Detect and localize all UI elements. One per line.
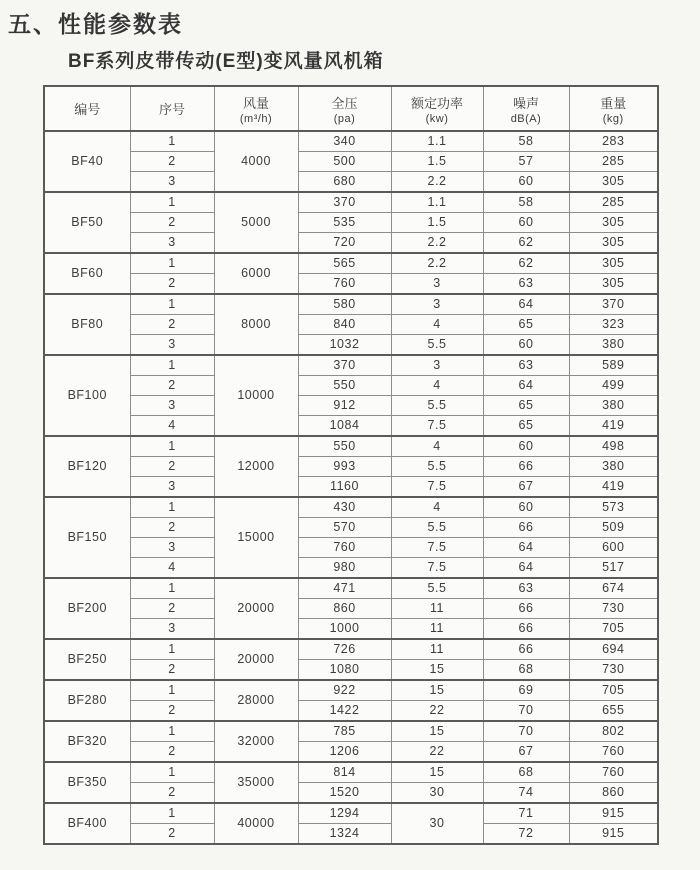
- seq-cell: 3: [130, 619, 214, 640]
- pressure-cell: 570: [298, 518, 391, 538]
- airflow-cell: 8000: [214, 294, 298, 355]
- pressure-cell: 1080: [298, 660, 391, 681]
- table-row: [44, 294, 658, 315]
- table-row: [44, 233, 658, 254]
- seq-cell: 1: [130, 803, 214, 824]
- seq-cell: 2: [130, 315, 214, 335]
- column-header-title: 额定功率: [410, 95, 463, 111]
- column-header-title: 序号: [158, 102, 185, 118]
- table-row: [44, 416, 658, 437]
- power-cell: 1.1: [391, 131, 483, 152]
- noise-cell: 62: [483, 253, 569, 274]
- noise-cell: 58: [483, 192, 569, 213]
- model-cell: BF350: [44, 762, 130, 803]
- table-subtitle: BF系列皮带传动(E型)变风量风机箱: [68, 51, 384, 73]
- table-row: [44, 315, 658, 335]
- weight-cell: 655: [569, 701, 658, 722]
- pressure-cell: 760: [298, 274, 391, 295]
- table-row: [44, 253, 658, 274]
- airflow-cell: 6000: [214, 253, 298, 294]
- noise-cell: 64: [483, 376, 569, 396]
- table-row: [44, 213, 658, 233]
- column-header-title: 编号: [74, 102, 101, 118]
- table-row: [44, 335, 658, 356]
- table-row: [44, 660, 658, 681]
- table-row: [44, 701, 658, 722]
- column-header: [130, 86, 214, 131]
- pressure-cell: 760: [298, 538, 391, 558]
- weight-cell: 674: [569, 578, 658, 599]
- model-cell: BF150: [44, 497, 130, 578]
- model-cell: BF80: [44, 294, 130, 355]
- seq-cell: 1: [130, 721, 214, 742]
- seq-cell: 1: [130, 639, 214, 660]
- weight-cell: 419: [569, 416, 658, 437]
- power-cell: 1.1: [391, 192, 483, 213]
- model-group: [44, 436, 658, 497]
- power-cell: 2.2: [391, 172, 483, 193]
- seq-cell: 1: [130, 192, 214, 213]
- performance-table: [43, 85, 659, 845]
- seq-cell: 1: [130, 497, 214, 518]
- header-row: [44, 86, 658, 131]
- table-row: [44, 619, 658, 640]
- noise-cell: 68: [483, 660, 569, 681]
- seq-cell: 2: [130, 824, 214, 845]
- noise-cell: 63: [483, 578, 569, 599]
- noise-cell: 60: [483, 497, 569, 518]
- power-cell: 5.5: [391, 457, 483, 477]
- seq-cell: 1: [130, 355, 214, 376]
- table-row: [44, 457, 658, 477]
- pressure-cell: 550: [298, 376, 391, 396]
- pressure-cell: 726: [298, 639, 391, 660]
- noise-cell: 66: [483, 457, 569, 477]
- weight-cell: 915: [569, 803, 658, 824]
- model-cell: BF40: [44, 131, 130, 192]
- power-cell: 30: [391, 783, 483, 804]
- noise-cell: 70: [483, 701, 569, 722]
- table-row: [44, 803, 658, 824]
- airflow-cell: 28000: [214, 680, 298, 721]
- table-header: [44, 86, 658, 131]
- model-group: [44, 680, 658, 721]
- table-row: [44, 824, 658, 845]
- noise-cell: 64: [483, 538, 569, 558]
- table-row: [44, 396, 658, 416]
- pressure-cell: 814: [298, 762, 391, 783]
- table-row: [44, 436, 658, 457]
- noise-cell: 66: [483, 599, 569, 619]
- weight-cell: 380: [569, 335, 658, 356]
- power-cell: 11: [391, 599, 483, 619]
- seq-cell: 2: [130, 518, 214, 538]
- seq-cell: 3: [130, 172, 214, 193]
- noise-cell: 60: [483, 335, 569, 356]
- power-cell: 7.5: [391, 538, 483, 558]
- seq-cell: 2: [130, 376, 214, 396]
- seq-cell: 1: [130, 578, 214, 599]
- weight-cell: 305: [569, 172, 658, 193]
- column-header-title: 噪声: [512, 95, 539, 111]
- power-cell: 3: [391, 274, 483, 295]
- pressure-cell: 1032: [298, 335, 391, 356]
- table-row: [44, 172, 658, 193]
- model-cell: BF60: [44, 253, 130, 294]
- table-row: [44, 477, 658, 498]
- pressure-cell: 1084: [298, 416, 391, 437]
- pressure-cell: 1160: [298, 477, 391, 498]
- weight-cell: 705: [569, 619, 658, 640]
- pressure-cell: 580: [298, 294, 391, 315]
- power-cell: 4: [391, 497, 483, 518]
- seq-cell: 2: [130, 742, 214, 763]
- noise-cell: 57: [483, 152, 569, 172]
- noise-cell: 62: [483, 233, 569, 254]
- weight-cell: 380: [569, 396, 658, 416]
- noise-cell: 60: [483, 436, 569, 457]
- airflow-cell: 20000: [214, 578, 298, 639]
- weight-cell: 419: [569, 477, 658, 498]
- model-group: [44, 578, 658, 639]
- seq-cell: 3: [130, 477, 214, 498]
- model-group: [44, 721, 658, 762]
- noise-cell: 65: [483, 315, 569, 335]
- model-group: [44, 497, 658, 578]
- airflow-cell: 40000: [214, 803, 298, 844]
- power-cell: 5.5: [391, 518, 483, 538]
- weight-cell: 305: [569, 233, 658, 254]
- power-cell: 5.5: [391, 578, 483, 599]
- model-group: [44, 131, 658, 192]
- pressure-cell: 370: [298, 192, 391, 213]
- weight-cell: 305: [569, 274, 658, 295]
- weight-cell: 600: [569, 538, 658, 558]
- pressure-cell: 500: [298, 152, 391, 172]
- seq-cell: 1: [130, 762, 214, 783]
- noise-cell: 58: [483, 131, 569, 152]
- seq-cell: 4: [130, 558, 214, 579]
- pressure-cell: 860: [298, 599, 391, 619]
- column-header-title: 重量: [600, 95, 627, 111]
- seq-cell: 1: [130, 436, 214, 457]
- weight-cell: 305: [569, 253, 658, 274]
- power-cell: 15: [391, 680, 483, 701]
- noise-cell: 64: [483, 558, 569, 579]
- pressure-cell: 550: [298, 436, 391, 457]
- power-cell: 4: [391, 376, 483, 396]
- pressure-cell: 471: [298, 578, 391, 599]
- power-cell: 1.5: [391, 152, 483, 172]
- pressure-cell: 993: [298, 457, 391, 477]
- table-row: [44, 721, 658, 742]
- power-cell: 15: [391, 721, 483, 742]
- power-cell: 5.5: [391, 335, 483, 356]
- noise-cell: 64: [483, 294, 569, 315]
- seq-cell: 3: [130, 233, 214, 254]
- seq-cell: 2: [130, 152, 214, 172]
- model-group: [44, 762, 658, 803]
- noise-cell: 67: [483, 742, 569, 763]
- power-cell: 1.5: [391, 213, 483, 233]
- airflow-cell: 12000: [214, 436, 298, 497]
- pressure-cell: 340: [298, 131, 391, 152]
- model-group: [44, 355, 658, 436]
- table-row: [44, 558, 658, 579]
- weight-cell: 915: [569, 824, 658, 845]
- weight-cell: 760: [569, 762, 658, 783]
- column-header: [391, 86, 483, 131]
- seq-cell: 2: [130, 599, 214, 619]
- weight-cell: 517: [569, 558, 658, 579]
- table-row: [44, 131, 658, 152]
- noise-cell: 66: [483, 619, 569, 640]
- weight-cell: 730: [569, 660, 658, 681]
- column-header-unit: (m³/h): [239, 112, 273, 125]
- power-cell: 22: [391, 701, 483, 722]
- weight-cell: 589: [569, 355, 658, 376]
- column-header-unit: dB(A): [510, 112, 542, 125]
- pressure-cell: 922: [298, 680, 391, 701]
- weight-cell: 370: [569, 294, 658, 315]
- model-group: [44, 639, 658, 680]
- table-row: [44, 680, 658, 701]
- noise-cell: 72: [483, 824, 569, 845]
- column-header: [298, 86, 391, 131]
- model-group: [44, 294, 658, 355]
- column-header-title: 风量: [242, 95, 269, 111]
- noise-cell: 60: [483, 213, 569, 233]
- seq-cell: 1: [130, 253, 214, 274]
- power-cell: 4: [391, 315, 483, 335]
- power-cell: 7.5: [391, 477, 483, 498]
- pressure-cell: 1324: [298, 824, 391, 845]
- power-cell: 7.5: [391, 416, 483, 437]
- pressure-cell: 430: [298, 497, 391, 518]
- power-cell: 7.5: [391, 558, 483, 579]
- seq-cell: 4: [130, 416, 214, 437]
- table-row: [44, 497, 658, 518]
- weight-cell: 498: [569, 436, 658, 457]
- noise-cell: 60: [483, 172, 569, 193]
- weight-cell: 573: [569, 497, 658, 518]
- airflow-cell: 20000: [214, 639, 298, 680]
- airflow-cell: 4000: [214, 131, 298, 192]
- noise-cell: 63: [483, 274, 569, 295]
- seq-cell: 2: [130, 701, 214, 722]
- noise-cell: 74: [483, 783, 569, 804]
- column-header-title: 全压: [331, 95, 358, 111]
- table-row: [44, 274, 658, 295]
- column-header: [214, 86, 298, 131]
- model-group: [44, 253, 658, 294]
- power-cell: 3: [391, 355, 483, 376]
- airflow-cell: 35000: [214, 762, 298, 803]
- noise-cell: 63: [483, 355, 569, 376]
- table-row: [44, 376, 658, 396]
- seq-cell: 3: [130, 538, 214, 558]
- table-row: [44, 762, 658, 783]
- column-header-unit: (kg): [602, 112, 624, 125]
- seq-cell: 1: [130, 131, 214, 152]
- pressure-cell: 680: [298, 172, 391, 193]
- weight-cell: 285: [569, 152, 658, 172]
- column-header-unit: (pa): [333, 112, 356, 125]
- pressure-cell: 785: [298, 721, 391, 742]
- power-cell: 22: [391, 742, 483, 763]
- airflow-cell: 32000: [214, 721, 298, 762]
- noise-cell: 69: [483, 680, 569, 701]
- model-cell: BF100: [44, 355, 130, 436]
- seq-cell: 2: [130, 783, 214, 804]
- column-header: [569, 86, 658, 131]
- seq-cell: 2: [130, 660, 214, 681]
- power-cell: 11: [391, 619, 483, 640]
- seq-cell: 3: [130, 396, 214, 416]
- power-cell: 5.5: [391, 396, 483, 416]
- noise-cell: 65: [483, 396, 569, 416]
- model-cell: BF120: [44, 436, 130, 497]
- noise-cell: 66: [483, 639, 569, 660]
- power-cell: 11: [391, 639, 483, 660]
- pressure-cell: 1000: [298, 619, 391, 640]
- power-cell: 15: [391, 660, 483, 681]
- power-cell: 2.2: [391, 253, 483, 274]
- pressure-cell: 1422: [298, 701, 391, 722]
- noise-cell: 70: [483, 721, 569, 742]
- model-group: [44, 803, 658, 844]
- column-header: [44, 86, 130, 131]
- weight-cell: 499: [569, 376, 658, 396]
- seq-cell: 2: [130, 274, 214, 295]
- table-row: [44, 192, 658, 213]
- pressure-cell: 1520: [298, 783, 391, 804]
- table-row: [44, 152, 658, 172]
- weight-cell: 694: [569, 639, 658, 660]
- seq-cell: 2: [130, 457, 214, 477]
- weight-cell: 730: [569, 599, 658, 619]
- power-cell: 15: [391, 762, 483, 783]
- pressure-cell: 535: [298, 213, 391, 233]
- noise-cell: 71: [483, 803, 569, 824]
- noise-cell: 66: [483, 518, 569, 538]
- noise-cell: 67: [483, 477, 569, 498]
- table-row: [44, 578, 658, 599]
- seq-cell: 3: [130, 335, 214, 356]
- airflow-cell: 10000: [214, 355, 298, 436]
- power-cell: 4: [391, 436, 483, 457]
- weight-cell: 285: [569, 192, 658, 213]
- seq-cell: 1: [130, 294, 214, 315]
- table-row: [44, 538, 658, 558]
- pressure-cell: 1206: [298, 742, 391, 763]
- airflow-cell: 15000: [214, 497, 298, 578]
- pressure-cell: 980: [298, 558, 391, 579]
- pressure-cell: 912: [298, 396, 391, 416]
- table-row: [44, 783, 658, 804]
- power-cell: 30: [391, 803, 483, 844]
- model-cell: BF50: [44, 192, 130, 253]
- model-group: [44, 192, 658, 253]
- table-row: [44, 518, 658, 538]
- power-cell: 3: [391, 294, 483, 315]
- seq-cell: 1: [130, 680, 214, 701]
- seq-cell: 2: [130, 213, 214, 233]
- weight-cell: 283: [569, 131, 658, 152]
- weight-cell: 860: [569, 783, 658, 804]
- power-cell: 2.2: [391, 233, 483, 254]
- column-header: [483, 86, 569, 131]
- weight-cell: 323: [569, 315, 658, 335]
- weight-cell: 509: [569, 518, 658, 538]
- pressure-cell: 1294: [298, 803, 391, 824]
- airflow-cell: 5000: [214, 192, 298, 253]
- weight-cell: 305: [569, 213, 658, 233]
- weight-cell: 760: [569, 742, 658, 763]
- weight-cell: 380: [569, 457, 658, 477]
- model-cell: BF250: [44, 639, 130, 680]
- noise-cell: 65: [483, 416, 569, 437]
- model-cell: BF320: [44, 721, 130, 762]
- model-cell: BF280: [44, 680, 130, 721]
- noise-cell: 68: [483, 762, 569, 783]
- column-header-unit: (kw): [425, 112, 449, 125]
- table-row: [44, 355, 658, 376]
- table-row: [44, 599, 658, 619]
- model-cell: BF200: [44, 578, 130, 639]
- pressure-cell: 370: [298, 355, 391, 376]
- pressure-cell: 840: [298, 315, 391, 335]
- pressure-cell: 565: [298, 253, 391, 274]
- page-title: 五、性能参数表: [8, 11, 183, 37]
- weight-cell: 705: [569, 680, 658, 701]
- pressure-cell: 720: [298, 233, 391, 254]
- table-row: [44, 639, 658, 660]
- model-cell: BF400: [44, 803, 130, 844]
- weight-cell: 802: [569, 721, 658, 742]
- table-row: [44, 742, 658, 763]
